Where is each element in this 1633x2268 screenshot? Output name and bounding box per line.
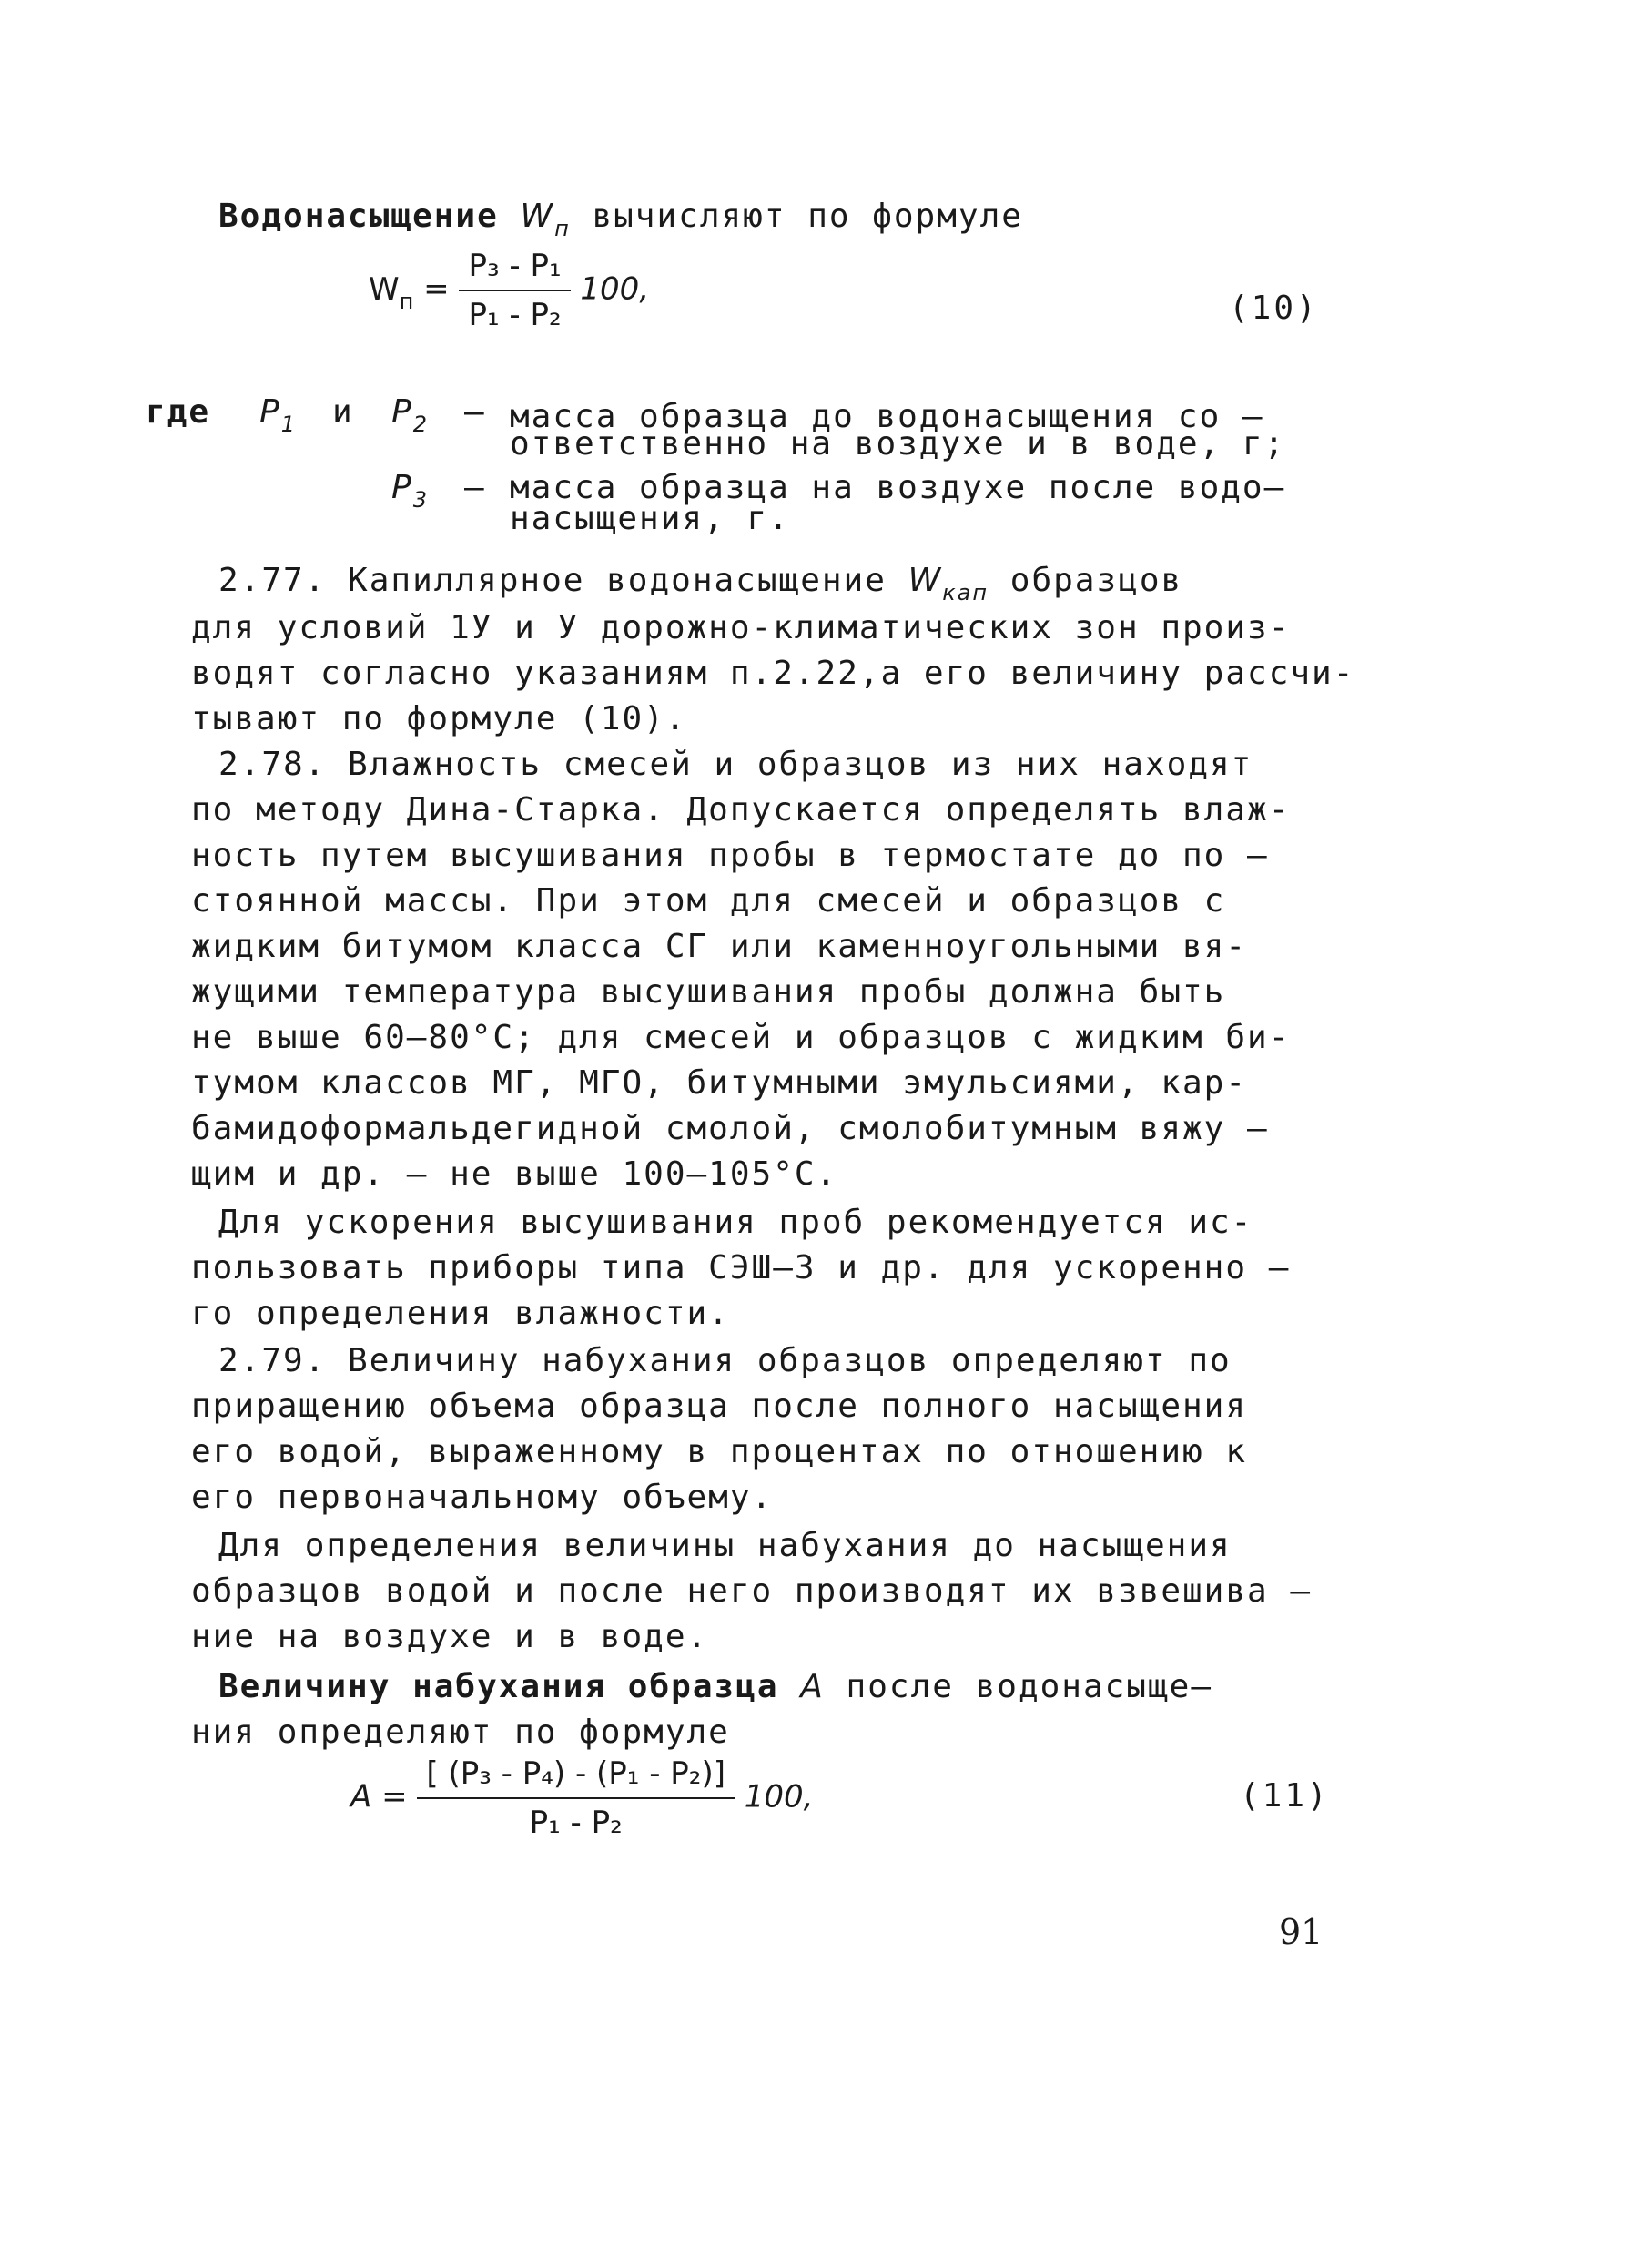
para-drying-line-1: Для ускорения высушивания проб рекомендуется ис- — [218, 1204, 1253, 1241]
para-swelling-line-1: Для определения величины набухания до насыщения — [218, 1527, 1232, 1564]
para-278-line-6: жущими температура высушивания пробы должна быть — [191, 973, 1226, 1011]
definition-p3: $P_3$ — [391, 469, 429, 513]
para-277-line-4: тывают по формуле (10). — [191, 700, 687, 737]
para-279-line-3: его водой, выраженному в процентах по отношению к — [191, 1433, 1248, 1470]
definition-dash-2: – — [464, 469, 486, 506]
formula-10-numerator: P₃ - P₁ — [468, 248, 562, 284]
formula-10-lhs: $W_п$ — [369, 270, 414, 314]
definition-1-line-2: ответственно на воздухе и в воде, г; — [510, 425, 1286, 463]
para-278-line-10: щим и др. – не выше 100–105°С. — [191, 1155, 838, 1193]
definition-and: и — [332, 393, 354, 431]
definition-1-line-1: масса образца до водонасыщения со – — [510, 398, 1264, 435]
formula-10 — [369, 248, 649, 333]
formula-11 — [350, 1755, 813, 1841]
formula-11-fraction — [417, 1755, 735, 1841]
para-278-line-3: ность путем высушивания пробы в термостате до по – — [191, 837, 1269, 874]
para-swelling-line-2: образцов водой и после него производят их взвешива – — [191, 1572, 1313, 1610]
intro-symbol: $W_п$ — [520, 198, 571, 241]
swelling-symbol: A — [800, 1668, 825, 1705]
fraction-bar — [417, 1797, 735, 1799]
formula-11-numerator: [ (P₃ - P₄) - (P₁ - P₂)] — [426, 1755, 725, 1792]
para-279-line-1: 2.79. Величину набухания образцов определяют по — [218, 1342, 1232, 1379]
definition-p2: $P_2$ — [391, 393, 429, 437]
formula-11-factor: 100, — [744, 1778, 814, 1815]
para-drying-line-2: пользовать приборы типа СЭШ–3 и др. для ускоренно – — [191, 1249, 1291, 1287]
intro-text-b: вычисляют по формуле — [592, 198, 1023, 235]
formula-10-number: (10) — [1229, 290, 1319, 327]
definition-where: где — [146, 393, 211, 431]
wcap-symbol: $W_{кап}$ — [908, 562, 989, 605]
para-swelling-line-3: ние на воздухе и в воде. — [191, 1618, 709, 1655]
para-drying-line-3: го определения влажности. — [191, 1295, 730, 1332]
definition-dash-1: – — [464, 393, 486, 431]
page-number: 91 — [1279, 1912, 1324, 1952]
formula-11-denominator: P₁ - P₂ — [529, 1805, 623, 1841]
formula-10-fraction — [459, 248, 570, 333]
para-278-line-5: жидким битумом класса СГ или каменноугольными вя- — [191, 928, 1248, 965]
para-278-line-7: не выше 60–80°С; для смесей и образцов с жидким би- — [191, 1019, 1291, 1056]
fraction-bar — [459, 290, 570, 291]
definition-2-line-2: насыщения, г. — [510, 500, 790, 537]
para-formula-11-line-2: ния определяют по формуле — [191, 1714, 730, 1751]
para-278-line-9: бамидоформальдегидной смолой, смолобитумным вяжу – — [191, 1110, 1269, 1147]
formula-11-eq: = — [381, 1778, 408, 1815]
formula-11-number: (11) — [1240, 1777, 1330, 1815]
para-278-line-2: по методу Дина-Старка. Допускается определять влаж- — [191, 791, 1291, 829]
formula-10-denominator: P₁ - P₂ — [468, 297, 562, 333]
para-278-line-4: стоянной массы. При этом для смесей и образцов с — [191, 882, 1226, 920]
intro-text-a: Водонасыщение — [218, 198, 499, 235]
para-278-line-1: 2.78. Влажность смесей и образцов из них находят — [218, 746, 1253, 783]
para-278-line-8: тумом классов МГ, МГО, битумными эмульсиями, кар- — [191, 1064, 1248, 1102]
definition-p1: $P_1$ — [259, 393, 297, 437]
para-277-line-1: 2.77. Капиллярное водонасыщение $W_{кап}$ образцов — [218, 562, 1183, 605]
formula-11-lhs: A — [350, 1778, 372, 1815]
para-277-line-2: для условий 1У и У дорожно-климатических зон произ- — [191, 609, 1291, 646]
formula-10-factor: 100, — [580, 270, 650, 308]
para-277-line-3: водят согласно указаниям п.2.22,а его величину рассчи- — [191, 655, 1355, 692]
formula-10-eq: = — [423, 270, 450, 308]
definition-2-line-1: масса образца на воздухе после водо– — [510, 469, 1286, 506]
para-279-line-2: приращению объема образца после полного насыщения — [191, 1388, 1248, 1425]
para-formula-11-line-1: Величину набухания образца A после водонасыще– — [218, 1668, 1213, 1705]
para-279-line-4: его первоначальному объему. — [191, 1479, 774, 1516]
intro-line — [218, 200, 1023, 239]
